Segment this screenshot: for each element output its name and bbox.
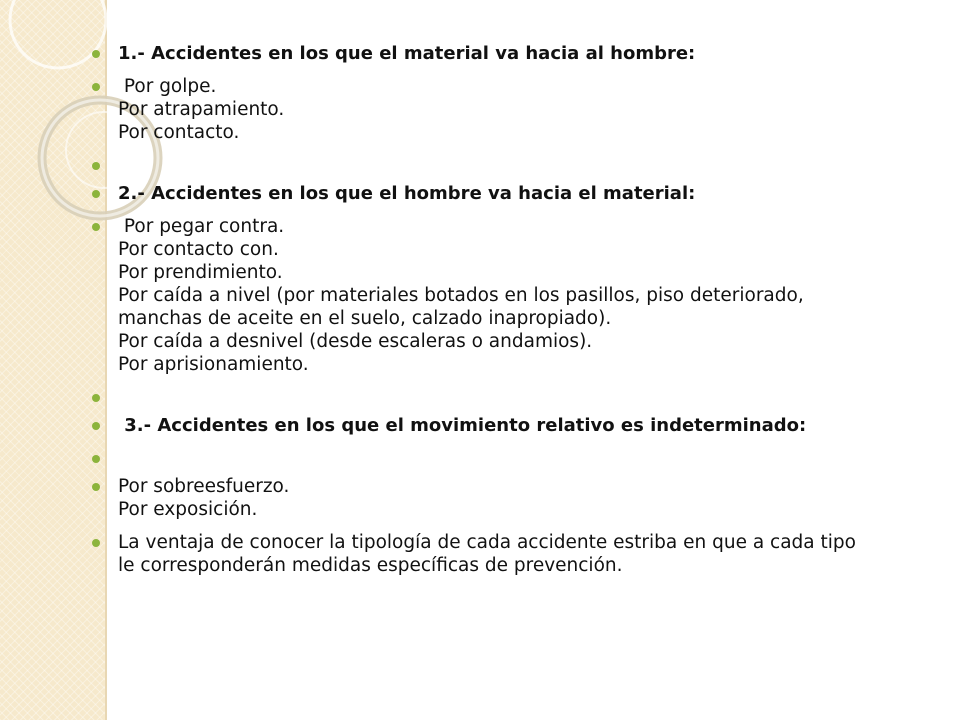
item-text: [118, 414, 930, 437]
list-item: [90, 75, 930, 144]
item-line: Por contacto.: [118, 122, 240, 143]
item-line: manchas de aceite en el suelo, calzado inapropiado).: [118, 308, 612, 329]
item-line: Por caída a nivel (por materiales botados en los pasillos, piso deteriorado,: [118, 285, 804, 306]
bullet-dot-icon: [92, 539, 100, 547]
bullet-dot-icon: [92, 190, 100, 198]
bullet-dot-icon: [92, 422, 100, 430]
item-line: 1.- Accidentes en los que el material va hacia al hombre:: [118, 43, 696, 64]
item-line: La ventaja de conocer la tipología de cada accidente estriba en que a cada tipo: [118, 532, 856, 553]
bullet-dot-icon: [92, 394, 100, 402]
item-text: [118, 531, 930, 577]
list-item-empty: [90, 154, 930, 170]
item-text: [118, 75, 930, 144]
bullet-dot-icon: [92, 162, 100, 170]
list-item-heading-1: [90, 42, 930, 65]
list-item-heading-3: [90, 414, 930, 437]
item-line: 3.- Accidentes en los que el movimiento relativo es indeterminado:: [118, 415, 807, 436]
list-item: [90, 531, 930, 577]
item-text: [118, 182, 930, 205]
item-line: Por caída a desnivel (desde escaleras o andamios).: [118, 331, 593, 352]
item-line: Por prendimiento.: [118, 262, 283, 283]
item-line: Por pegar contra.: [118, 216, 285, 237]
item-text: [118, 215, 930, 376]
bullet-dot-icon: [92, 83, 100, 91]
bullet-dot-icon: [92, 50, 100, 58]
item-text: [118, 42, 930, 65]
bullet-dot-icon: [92, 223, 100, 231]
bullet-dot-icon: [92, 455, 100, 463]
item-text: [118, 475, 930, 521]
bullet-list: [90, 42, 930, 587]
list-item-heading-2: [90, 182, 930, 205]
item-line: Por atrapamiento.: [118, 99, 285, 120]
item-line: le corresponderán medidas específicas de prevención.: [118, 555, 623, 576]
list-item: [90, 475, 930, 521]
item-line: Por exposición.: [118, 499, 258, 520]
bullet-dot-icon: [92, 483, 100, 491]
item-line: Por golpe.: [118, 76, 217, 97]
item-line: Por contacto con.: [118, 239, 279, 260]
list-item-empty: [90, 386, 930, 402]
item-line: 2.- Accidentes en los que el hombre va hacia el material:: [118, 183, 696, 204]
list-item: [90, 215, 930, 376]
list-item-empty: [90, 447, 930, 463]
item-line: Por aprisionamiento.: [118, 354, 309, 375]
item-line: Por sobreesfuerzo.: [118, 476, 290, 497]
